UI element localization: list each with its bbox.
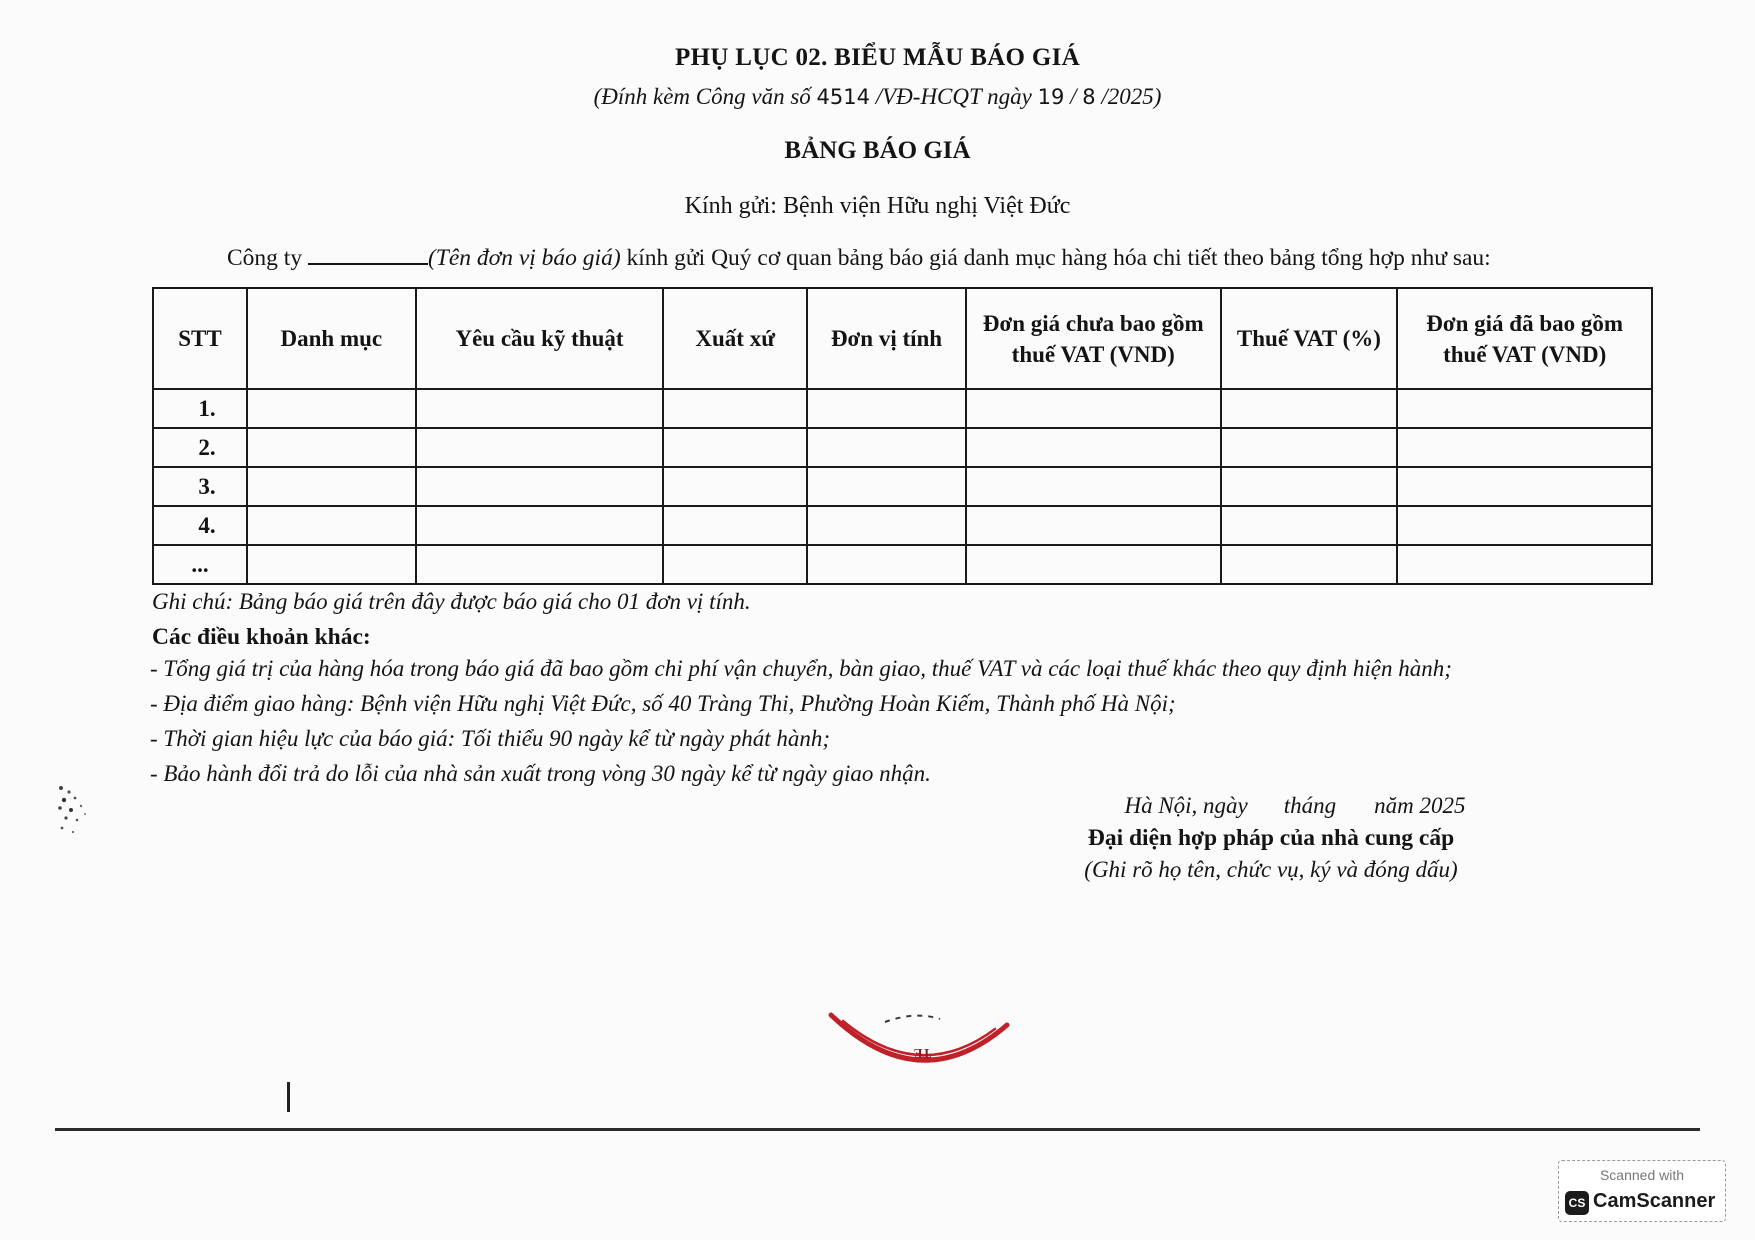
row-number: 4.: [153, 506, 247, 545]
date-month: tháng: [1283, 793, 1337, 818]
col-header: Thuế VAT (%): [1221, 288, 1398, 389]
addressee: Kính gửi: Bệnh viện Hữu nghị Việt Đức: [684, 193, 1071, 219]
signature-date: [1036, 793, 1506, 825]
quote-table: [152, 287, 1653, 585]
day-handwritten: 19: [1037, 85, 1065, 109]
intro-paragraph: [227, 245, 1491, 272]
table-cell: [663, 545, 807, 584]
quote-title: BẢNG BÁO GIÁ: [784, 137, 971, 164]
term-item: - Địa điểm giao hàng: Bệnh viện Hữu nghị Việt Đức, số 40 Tràng Thi, Phường Hoàn Kiếm, Thành phố Hà Nội;: [150, 691, 1176, 716]
table-cell: [247, 428, 416, 467]
company-name-blank: [308, 245, 428, 265]
table-cell: [416, 506, 664, 545]
table-note: Ghi chú: Bảng báo giá trên đây được báo giá cho 01 đơn vị tính.: [152, 589, 751, 614]
representative-label: Đại diện hợp pháp của nhà cung cấp: [1087, 825, 1455, 851]
table-cell: [807, 389, 966, 428]
date-place-day: Hà Nội, ngày: [1124, 793, 1248, 818]
camscanner-watermark: [1558, 1160, 1726, 1222]
table-cell: [1221, 545, 1398, 584]
terms-list: [150, 656, 1452, 796]
table-row: [153, 428, 1652, 467]
table-cell: [663, 389, 807, 428]
table-cell: [663, 506, 807, 545]
table-cell: [1221, 506, 1398, 545]
term-item: - Bảo hành đổi trả do lỗi của nhà sản xuất trong vòng 30 ngày kể từ ngày giao nhận.: [150, 761, 931, 786]
col-header: Danh mục: [247, 288, 416, 389]
table-cell: [663, 467, 807, 506]
table-cell: [807, 506, 966, 545]
table-cell: [1221, 467, 1398, 506]
row-number: 1.: [153, 389, 247, 428]
table-cell: [1397, 428, 1652, 467]
camscanner-brand: CamScanner: [1593, 1190, 1716, 1212]
table-cell: [416, 389, 664, 428]
scanned-with-label: Scanned with: [1599, 1167, 1685, 1183]
unit-hint: (Tên đơn vị báo giá): [427, 245, 621, 271]
row-number: ...: [153, 545, 247, 584]
terms-title: Các điều khoản khác:: [152, 624, 371, 650]
col-header: Đơn vị tính: [807, 288, 966, 389]
col-header: Đơn giá đã bao gồm thuế VAT (VND): [1397, 288, 1652, 389]
term-item: - Thời gian hiệu lực của báo giá: Tối thiểu 90 ngày kể từ ngày phát hành;: [150, 726, 830, 751]
signature-hint: (Ghi rõ họ tên, chức vụ, ký và đóng dấu): [1084, 857, 1458, 882]
scan-noise-icon: [55, 780, 100, 840]
table-row: [153, 389, 1652, 428]
col-header: Đơn giá chưa bao gồm thuế VAT (VND): [966, 288, 1221, 389]
stamp-text: TE: [913, 1046, 931, 1061]
term-item: - Tổng giá trị của hàng hóa trong báo giá đã bao gồm chi phí vận chuyển, bàn giao, thuế VAT và các loại thuế khác theo quy định hiện hành;: [150, 656, 1452, 681]
table-row: [153, 506, 1652, 545]
table-cell: [416, 545, 664, 584]
table-row: [153, 467, 1652, 506]
red-stamp-icon: [825, 1005, 1015, 1085]
table-row: [153, 545, 1652, 584]
table-cell: [416, 428, 664, 467]
table-header-row: [153, 288, 1652, 389]
table-cell: [1397, 389, 1652, 428]
appendix-title: PHỤ LỤC 02. BIỂU MẪU BÁO GIÁ: [675, 44, 1080, 71]
attached-prefix: (Đính kèm Công văn số: [593, 84, 811, 109]
attached-middle: /VĐ-HCQT ngày: [875, 84, 1032, 109]
month-handwritten: 8: [1082, 85, 1096, 109]
col-header: Xuất xứ: [663, 288, 807, 389]
table-cell: [416, 467, 664, 506]
year-suffix: /2025): [1101, 84, 1162, 109]
table-cell: [807, 545, 966, 584]
camscanner-logo-icon: CS: [1565, 1191, 1589, 1215]
table-cell: [247, 506, 416, 545]
company-label: Công ty: [227, 245, 303, 271]
table-cell: [807, 428, 966, 467]
table-cell: [1397, 467, 1652, 506]
table-cell: [663, 428, 807, 467]
signature-block: [1036, 793, 1506, 883]
col-header: Yêu cầu kỹ thuật: [416, 288, 664, 389]
table-cell: [966, 545, 1221, 584]
table-cell: [966, 428, 1221, 467]
margin-mark: [287, 1082, 290, 1112]
attached-reference: (Đính kèm Công văn số 4514 /VĐ-HCQT ngày 19 / 8 /2025): [593, 84, 1162, 109]
row-number: 3.: [153, 467, 247, 506]
intro-text: kính gửi Quý cơ quan bảng báo giá danh mục hàng hóa chi tiết theo bảng tổng hợp như sau:: [626, 245, 1491, 271]
page-bottom-edge: [55, 1128, 1700, 1131]
doc-number-handwritten: 4514: [816, 85, 870, 109]
table-cell: [966, 389, 1221, 428]
table-cell: [247, 545, 416, 584]
row-number: 2.: [153, 428, 247, 467]
table-cell: [966, 467, 1221, 506]
table-cell: [1221, 428, 1398, 467]
table-cell: [247, 467, 416, 506]
table-cell: [1221, 389, 1398, 428]
table-cell: [966, 506, 1221, 545]
table-cell: [247, 389, 416, 428]
table-cell: [1397, 545, 1652, 584]
table-cell: [1397, 506, 1652, 545]
col-header: STT: [153, 288, 247, 389]
table-cell: [807, 467, 966, 506]
date-year: năm 2025: [1374, 793, 1466, 818]
